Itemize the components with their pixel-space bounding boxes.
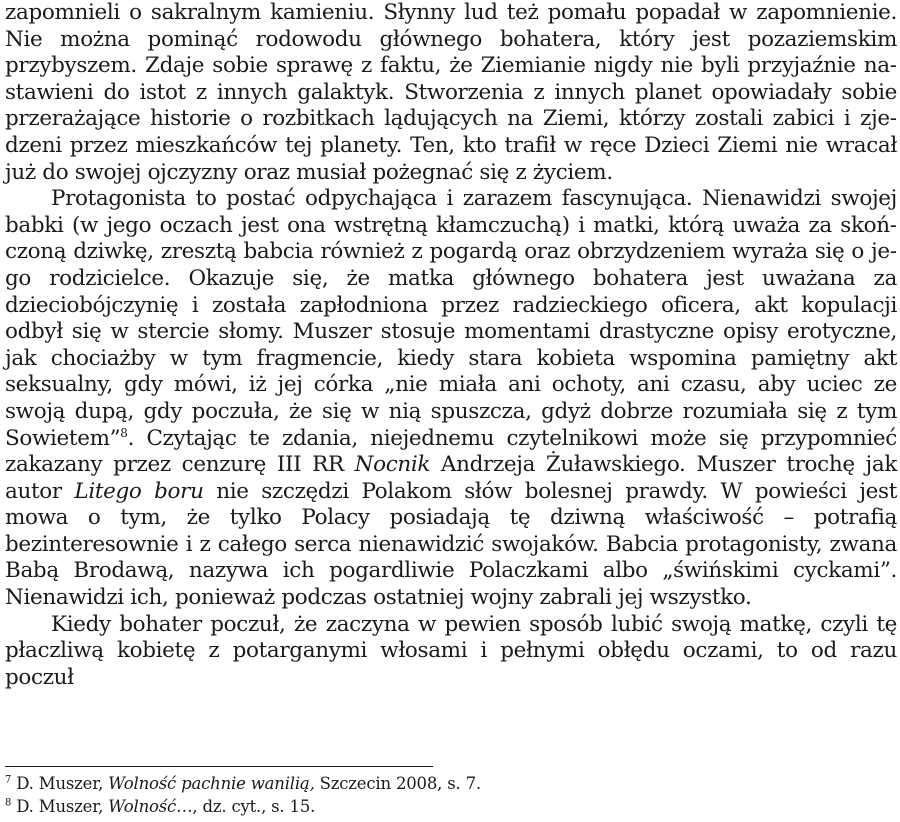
text-run: D. Muszer, — [11, 774, 109, 793]
paragraph-3 — [5, 612, 897, 692]
footnote-ref: 7 — [5, 774, 12, 786]
text-run: zapomnieli o sakralnym kamieniu. Słynny lud też pomału popadał w zapomnienie. Nie można pominąć rodowodu głównego bohatera, który jest pozaziemskim przybyszem. Zdaje sobie sprawę z faktu, że Ziemianie nigdy nie byli przyjaźnie nastawieni do istot z innych galaktyk. Stworzenia z innych planet opowiadały sobie przerażające historie o rozbitkach lądujących na Ziemi, którzy zostali zabici i zjedzeni przez mieszkańców tej planety. Ten, kto trafił w ręce Dzieci Ziemi nie wracał już do swojej ojczyzny oraz musiał pożegnać się z życiem. — [5, 0, 897, 185]
italic-title: Wolność pachnie wanilią, — [108, 774, 315, 793]
italic-title: Wolność… — [108, 797, 193, 816]
footnote-8 — [5, 795, 897, 818]
paragraph-1 — [5, 0, 897, 186]
text-run: . Czytając te zdania, niejednemu czytelnikowi może się przypomnieć zakazany przez cenzurę III RR — [5, 425, 897, 478]
text-run: nie szczędzi Polakom słów bolesnej prawdy. W powieści jest mowa o tym, że tylko Polacy posiadają tę dziwną właściwość – potrafią bezinteresownie i z całego serca nienawidzić swojaków. Babcia protagonisty, zwana Babą Brodawą, nazywa ich pogardliwie Polaczkami albo „świńskimi cyckami”. Nienawidzi ich, ponieważ podczas ostatniej wojny zabrali jej wszystko. — [5, 478, 898, 611]
footnote-ref: 8 — [5, 797, 12, 809]
text-run: Protagonista to postać odpychająca i zarazem fascynująca. Nienawidzi swojej babki (w jego oczach jest ona wstrętną kłamczuchą) i matki, którą uważa za skończoną dziwkę, zresztą babcia również z pogardą oraz obrzydzeniem wyraża się o jego rodzicielce. Okazuje się, że matka głównego bohatera jest uważana za dzieciobójczynię i została zapłodniona przez radzieckiego oficera, akt kopulacji odbył się w stercie słomy. Muszer stosuje momentami drastyczne opisy erotyczne, jak chociażby w tym fragmencie, kiedy stara kobieta wspomina pamiętny akt seksualny, gdy mówi, iż jej córka „nie miała ani ochoty, ani czasu, aby uciec ze swoją dupą, gdy poczuła, że się w nią spuszcza, gdyż dobrze rozumiała się z tym Sowietem” — [5, 186, 897, 451]
italic-title: Litego boru — [74, 478, 204, 504]
text-run: Andrzeja Żuławskiego. Muszer trochę jak autor — [5, 452, 897, 504]
text-run: , dz. cyt., s. 15. — [192, 797, 316, 816]
text-run: D. Muszer, — [11, 797, 109, 816]
text-run: Kiedy bohater poczuł, że zaczyna w pewien sposób lubić swoją matkę, czyli tę płaczliwą kobietę z potarganymi włosami i pełnymi obłędu oczami, to od razu poczuł — [5, 611, 897, 690]
main-text — [5, 0, 897, 691]
document-page — [5, 0, 898, 816]
footnote-7 — [5, 772, 897, 795]
footnotes — [5, 772, 897, 818]
text-run: Szczecin 2008, s. 7. — [314, 774, 481, 793]
italic-title: Nocnik — [354, 452, 431, 478]
footnote-separator — [5, 766, 433, 767]
footnote-ref: 8 — [120, 425, 128, 440]
paragraph-2 — [5, 186, 897, 612]
